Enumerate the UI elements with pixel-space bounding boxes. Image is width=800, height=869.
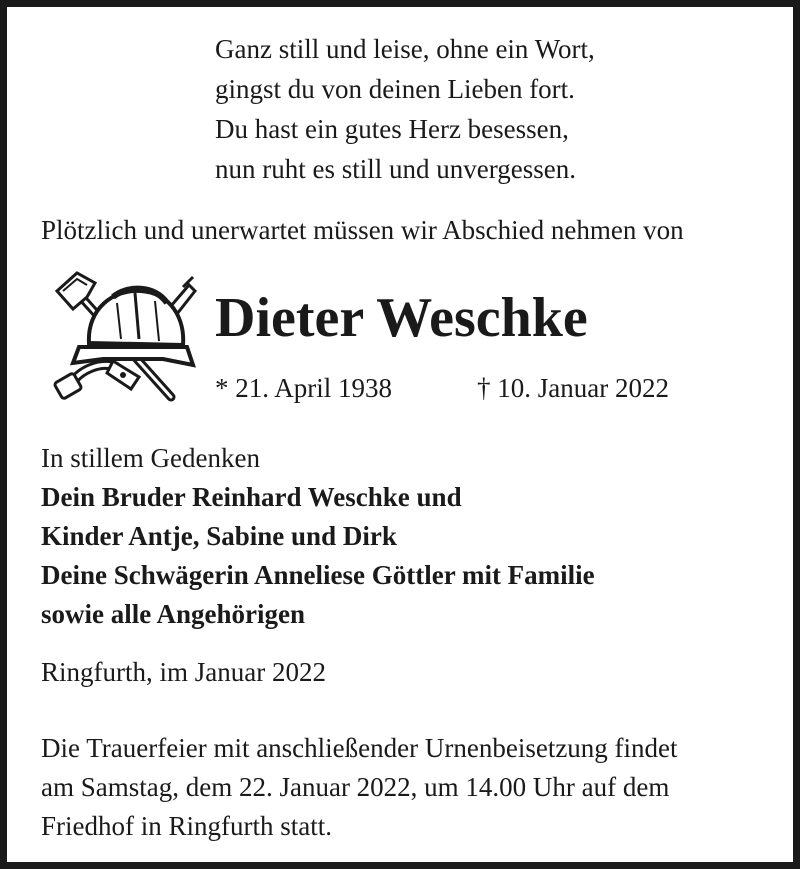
mourners	[41, 439, 595, 634]
mourner-line: Dein Bruder Reinhard Weschke und	[41, 482, 462, 512]
mourner-line: Deine Schwägerin Anneliese Göttler mit Familie	[41, 560, 595, 590]
intro-text: Plötzlich und unerwartet müssen wir Abschied nehmen von	[41, 215, 684, 245]
poem	[215, 29, 595, 189]
poem-line: Ganz still und leise, ohne ein Wort,	[215, 34, 595, 64]
funeral-line: Die Trauerfeier mit anschließender Urnenbeisetzung findet	[41, 733, 678, 763]
poem-line: gingst du von deinen Lieben fort.	[215, 74, 575, 104]
mourner-line: Kinder Antje, Sabine und Dirk	[41, 521, 397, 551]
funeral-line: Friedhof in Ringfurth statt.	[41, 811, 332, 841]
mourner-line: sowie alle Angehörigen	[41, 599, 305, 629]
mourners-heading: In stillem Gedenken	[41, 443, 260, 473]
funeral-line: am Samstag, dem 22. Januar 2022, um 14.00 Uhr auf dem	[41, 772, 670, 802]
funeral-info	[41, 729, 678, 846]
poem-line: Du hast ein gutes Herz besessen,	[215, 114, 569, 144]
birth-date: * 21. April 1938	[215, 373, 393, 403]
firefighter-helmet-axe-icon	[43, 269, 201, 407]
place-date: Ringfurth, im Januar 2022	[41, 657, 326, 687]
deceased-name: Dieter Weschke	[215, 287, 588, 349]
death-date: † 10. Januar 2022	[477, 373, 669, 403]
poem-line: nun ruht es still und unvergessen.	[215, 154, 576, 184]
